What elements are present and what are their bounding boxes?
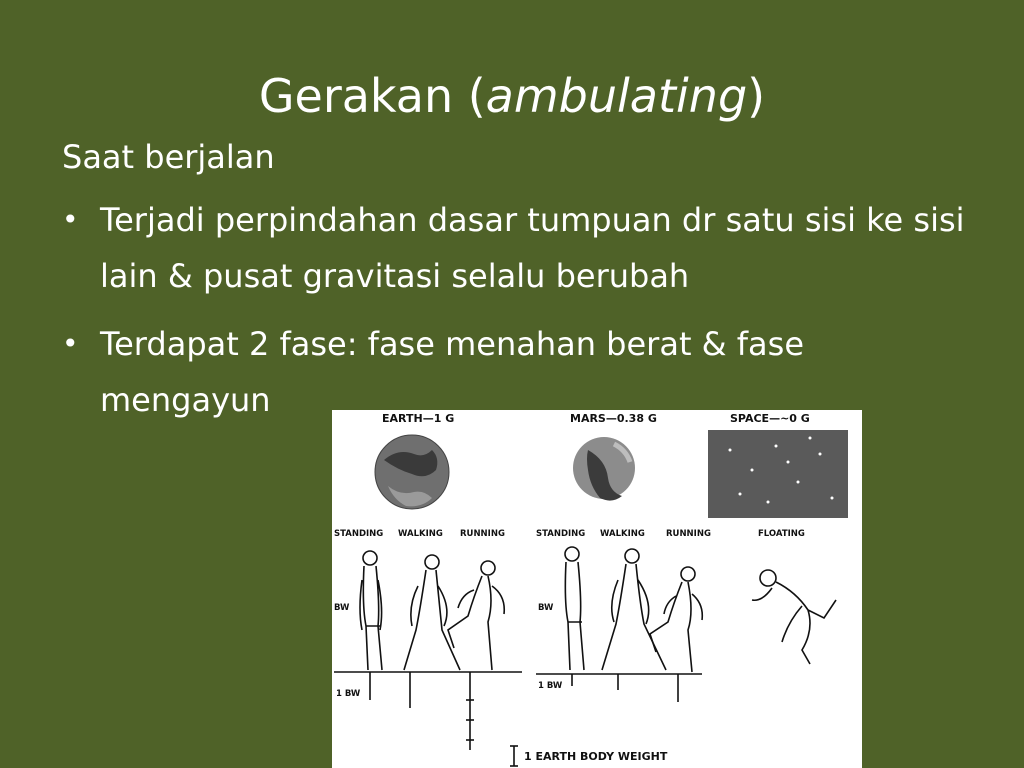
earth-label-walking: WALKING [398, 529, 443, 539]
mars-one-bw-label: 1 BW [538, 681, 563, 691]
bullet-text: Terdapat 2 fase: fase menahan berat & fase mengayun [100, 325, 805, 419]
earth-label-running: RUNNING [460, 529, 505, 539]
earth-one-bw-label: 1 BW [336, 689, 361, 699]
slide-body [62, 130, 982, 440]
gravity-locomotion-figure [332, 410, 862, 768]
mars-label-running: RUNNING [666, 529, 711, 539]
mars-label-walking: WALKING [600, 529, 645, 539]
figure-illustration [332, 410, 862, 768]
mars-bw-label: BW [538, 603, 554, 613]
earth-walking-figure [404, 555, 460, 670]
title-main: Gerakan ( [258, 68, 486, 123]
bullet-dot-icon: • [62, 203, 79, 236]
mars-label-standing: STANDING [536, 529, 586, 539]
mars-globe-icon [573, 437, 635, 501]
floating-figure [752, 570, 836, 664]
space-label-floating: FLOATING [758, 529, 805, 539]
earth-standing-figure [360, 551, 382, 670]
bullet-item [62, 192, 982, 304]
starfield-icon [708, 430, 848, 518]
slide-title [0, 61, 1024, 131]
earth-running-figure [448, 561, 504, 670]
legend-text: 1 EARTH BODY WEIGHT [524, 750, 668, 763]
earth-weight-arrows [370, 672, 474, 750]
intro-text: Saat berjalan [62, 138, 275, 176]
mars-weight-arrows [572, 674, 678, 702]
legend [510, 746, 668, 766]
earth-label-standing: STANDING [334, 529, 384, 539]
title-close: ) [747, 68, 766, 123]
earth-globe-icon [375, 435, 449, 509]
mars-standing-figure [565, 547, 584, 670]
bullet-list [62, 192, 982, 428]
earth-bw-label: BW [334, 603, 350, 613]
earth-heading: EARTH—1 G [382, 412, 455, 425]
bullet-dot-icon: • [62, 327, 79, 360]
mars-running-figure [650, 567, 702, 672]
bullet-text: Terjadi perpindahan dasar tumpuan dr satu sisi ke sisi lain & pusat gravitasi selalu berubah [100, 201, 965, 295]
mars-heading: MARS—0.38 G [570, 412, 657, 425]
space-heading: SPACE—~0 G [730, 412, 810, 425]
title-italic: ambulating [485, 68, 748, 123]
